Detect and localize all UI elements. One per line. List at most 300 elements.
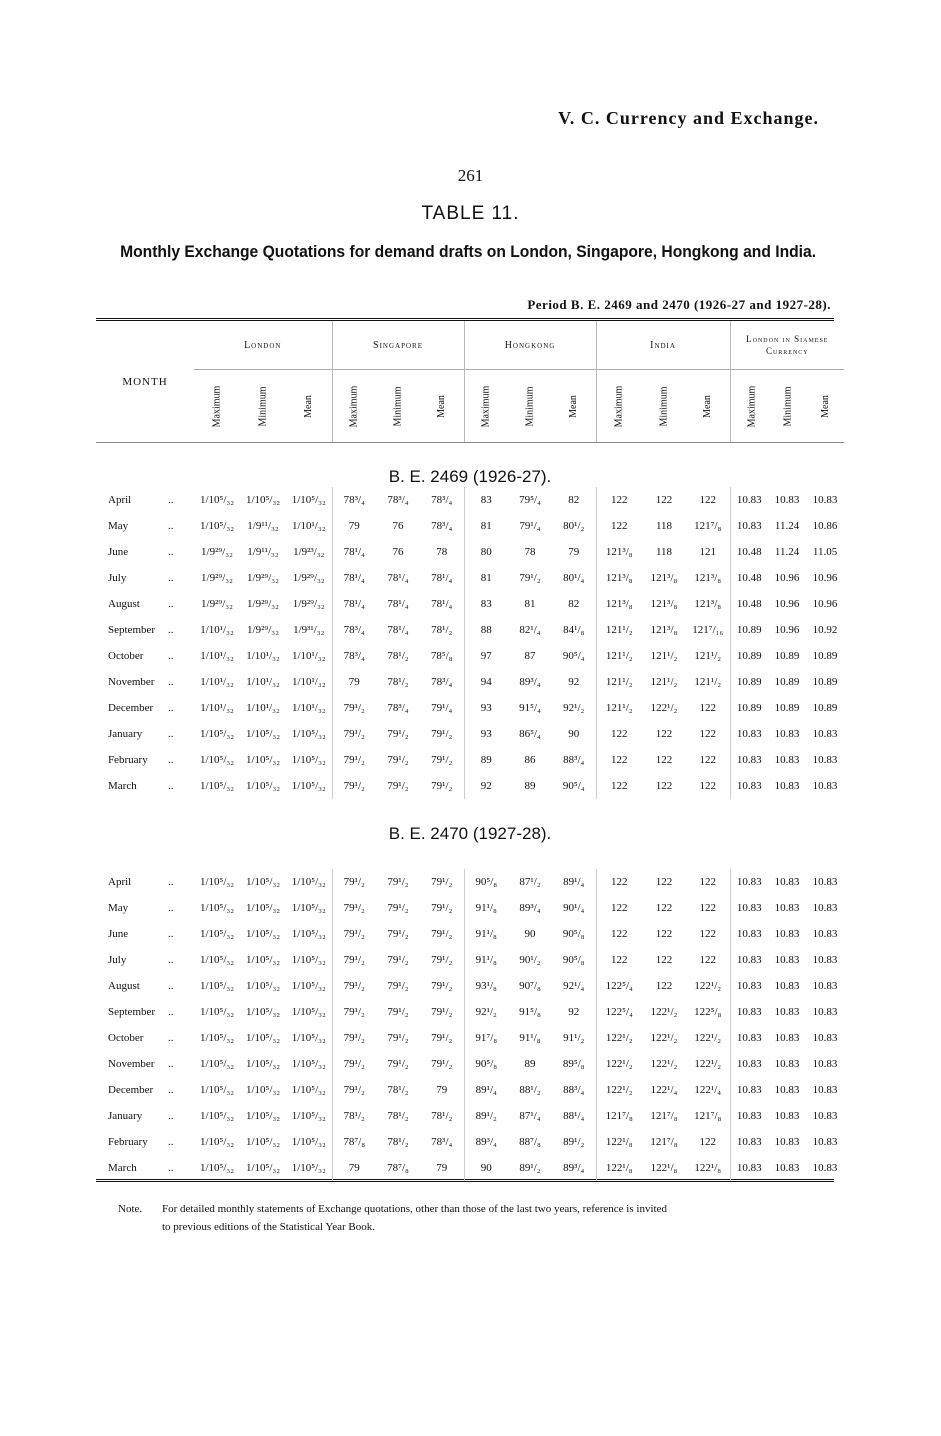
- value-cell: 78³/₄: [431, 1136, 453, 1148]
- value-cell: 122: [699, 494, 717, 506]
- value-cell: 122: [655, 954, 673, 966]
- value-cell: 79¹/₂: [332, 1077, 376, 1103]
- value-cell: 78³/₄: [431, 676, 453, 688]
- value-cell: 122: [596, 895, 642, 921]
- month-cell: June: [108, 546, 129, 558]
- sub-header-label: Mean: [702, 395, 714, 418]
- group-header-singapore: Singapore: [332, 321, 464, 370]
- value-cell: 10.89: [812, 650, 838, 662]
- value-cell: 1/10⁵/₃₂: [199, 1110, 235, 1122]
- value-cell: 122: [699, 780, 717, 792]
- value-cell: 1/10⁵/₃₂: [291, 1032, 326, 1044]
- value-cell: 122⁵/₄: [596, 973, 642, 999]
- value-cell: 78¹/₂: [387, 1136, 409, 1148]
- value-cell: 79⁵/₄: [519, 494, 541, 506]
- group-header-london-siamese: London in Siamese Currency: [730, 321, 844, 370]
- value-cell: 1/9²⁹/₃₂: [292, 598, 325, 610]
- sub-header-minimum: [768, 370, 806, 443]
- note-line-2: to previous editions of the Statistical Year Book.: [162, 1221, 375, 1233]
- leader-dots: ..: [168, 650, 174, 662]
- value-cell: 1/10⁵/₃₂: [245, 754, 281, 766]
- value-cell: 121¹/₂: [650, 676, 678, 688]
- value-cell: 79: [436, 1162, 448, 1174]
- value-cell: 1/10⁵/₃₂: [291, 876, 326, 888]
- value-cell: 10.83: [812, 1136, 838, 1148]
- table-body: [96, 443, 844, 1182]
- value-cell: 79¹/₂: [387, 780, 409, 792]
- sub-header-maximum: [464, 370, 508, 443]
- value-cell: 89: [524, 1058, 536, 1070]
- leader-dots: ..: [168, 1110, 174, 1122]
- month-cell: November: [108, 676, 155, 688]
- leader-dots: ..: [168, 728, 174, 740]
- value-cell: 10.83: [730, 895, 768, 921]
- value-cell: 79¹/₂: [387, 954, 409, 966]
- value-cell: 89: [524, 780, 536, 792]
- leader-dots: ..: [168, 928, 174, 940]
- month-cell: February: [108, 754, 148, 766]
- sub-header-minimum: [376, 370, 420, 443]
- table-row: [96, 1129, 844, 1155]
- value-cell: 121⁷/₈: [596, 1103, 642, 1129]
- value-cell: 79: [332, 669, 376, 695]
- value-cell: 122: [699, 1136, 717, 1148]
- value-cell: 10.96: [774, 624, 800, 636]
- value-cell: 91⁵/₈: [519, 1006, 541, 1018]
- month-cell: May: [108, 520, 129, 532]
- value-cell: 78¹/₂: [332, 1103, 376, 1129]
- value-cell: 122: [655, 928, 673, 940]
- value-cell: 79¹/₂: [431, 1058, 453, 1070]
- value-cell: 80: [464, 539, 508, 565]
- value-cell: 10.83: [730, 1025, 768, 1051]
- value-cell: 79¹/₂: [332, 721, 376, 747]
- value-cell: 10.48: [730, 565, 768, 591]
- value-cell: 1/10⁵/₃₂: [291, 1110, 326, 1122]
- value-cell: 97: [464, 643, 508, 669]
- value-cell: 79¹/₂: [387, 1032, 409, 1044]
- group-header-london: London: [244, 339, 282, 351]
- table-row: [96, 721, 844, 747]
- month-cell: October: [108, 1032, 144, 1044]
- value-cell: 93¹/₈: [464, 973, 508, 999]
- value-cell: 78¹/₄: [387, 572, 409, 584]
- value-cell: 87¹/₂: [519, 876, 541, 888]
- value-cell: 93: [464, 695, 508, 721]
- value-cell: 86: [524, 754, 536, 766]
- value-cell: 10.86: [812, 520, 838, 532]
- table-row: [96, 773, 844, 799]
- leader-dots: ..: [168, 780, 174, 792]
- value-cell: 79¹/₂: [332, 921, 376, 947]
- value-cell: 78¹/₂: [387, 1084, 409, 1096]
- value-cell: 78³/₄: [332, 617, 376, 643]
- value-cell: 10.83: [730, 773, 768, 799]
- value-cell: 1/10⁵/₃₂: [199, 494, 235, 506]
- value-cell: 122: [699, 928, 717, 940]
- value-cell: 121⁷/₈: [650, 1110, 678, 1122]
- sub-header-minimum: [642, 370, 686, 443]
- sub-header-label: Maximum: [480, 385, 492, 428]
- value-cell: 90⁷/₈: [519, 980, 541, 992]
- value-cell: 10.83: [730, 973, 768, 999]
- leader-dots: ..: [168, 1032, 174, 1044]
- value-cell: 82¹/₄: [519, 624, 541, 636]
- leader-dots: ..: [168, 876, 174, 888]
- value-cell: 79¹/₂: [431, 728, 453, 740]
- value-cell: 83: [464, 591, 508, 617]
- value-cell: 1/10⁵/₃₂: [199, 1136, 235, 1148]
- value-cell: 79¹/₂: [387, 1058, 409, 1070]
- value-cell: 121¹/₂: [596, 617, 642, 643]
- value-cell: 1/9¹¹/₃₂: [247, 546, 279, 558]
- value-cell: 122¹/₈: [650, 1162, 678, 1174]
- value-cell: 1/10⁵/₃₂: [245, 928, 281, 940]
- value-cell: 1/10⁵/₃₂: [245, 980, 281, 992]
- value-cell: 79¹/₂: [431, 954, 453, 966]
- value-cell: 79¹/₂: [332, 895, 376, 921]
- table-row: [96, 695, 844, 721]
- table-row: [96, 565, 844, 591]
- value-cell: 79: [436, 1084, 448, 1096]
- sub-header-label: Minimum: [392, 386, 404, 427]
- value-cell: 78: [524, 546, 536, 558]
- value-cell: 121³/₈: [596, 565, 642, 591]
- table-row: [96, 513, 844, 539]
- month-cell: March: [108, 1162, 137, 1174]
- table-row: [96, 669, 844, 695]
- value-cell: 10.83: [730, 1077, 768, 1103]
- value-cell: 92: [568, 676, 580, 688]
- section-heading: V. C. Currency and Exchange.: [558, 108, 819, 128]
- value-cell: 1/10⁵/₃₂: [199, 980, 235, 992]
- value-cell: 10.83: [812, 1058, 838, 1070]
- value-cell: 1/10⁵/₃₂: [199, 1006, 235, 1018]
- sub-header-mean: [552, 370, 596, 443]
- value-cell: 78: [436, 546, 448, 558]
- table-row: [96, 1103, 844, 1129]
- value-cell: 122: [596, 513, 642, 539]
- value-cell: 11.24: [774, 520, 800, 532]
- value-cell: 10.89: [812, 702, 838, 714]
- leader-dots: ..: [168, 1084, 174, 1096]
- table-row: [96, 947, 844, 973]
- value-cell: 1/10¹/₃₂: [246, 702, 280, 714]
- value-cell: 10.83: [730, 947, 768, 973]
- value-cell: 79¹/₂: [332, 973, 376, 999]
- value-cell: 92¹/₂: [464, 999, 508, 1025]
- value-cell: 10.83: [730, 747, 768, 773]
- value-cell: 79¹/₂: [431, 780, 453, 792]
- value-cell: 10.89: [730, 695, 768, 721]
- month-cell: April: [108, 494, 132, 506]
- value-cell: 81: [524, 598, 536, 610]
- sub-header-mean: [420, 370, 464, 443]
- month-cell: March: [108, 780, 137, 792]
- sub-header-label: Minimum: [524, 386, 536, 427]
- value-cell: 10.83: [774, 494, 800, 506]
- group-header-hongkong: Hongkong: [464, 321, 596, 370]
- value-cell: 90: [524, 928, 536, 940]
- value-cell: 122: [699, 754, 717, 766]
- value-cell: 94: [464, 669, 508, 695]
- value-cell: 122: [596, 869, 642, 895]
- value-cell: 121⁷/₈: [650, 1136, 678, 1148]
- value-cell: 78¹/₄: [332, 591, 376, 617]
- sub-header-label: Mean: [568, 395, 580, 418]
- value-cell: 122¹/₂: [650, 702, 678, 714]
- value-cell: 81: [464, 513, 508, 539]
- value-cell: 10.83: [812, 754, 838, 766]
- value-cell: 1/10⁵/₃₂: [291, 928, 326, 940]
- value-cell: 10.83: [774, 980, 800, 992]
- value-cell: 82: [568, 598, 580, 610]
- value-cell: 122: [596, 747, 642, 773]
- exchange-table: [96, 321, 844, 1181]
- value-cell: 79¹/₄: [431, 702, 453, 714]
- value-cell: 91⁵/₄: [519, 702, 541, 714]
- value-cell: 122: [699, 702, 717, 714]
- value-cell: 10.48: [730, 591, 768, 617]
- value-cell: 122¹/₂: [694, 1058, 722, 1070]
- value-cell: 10.83: [730, 721, 768, 747]
- value-cell: 90⁵/₄: [562, 650, 585, 662]
- value-cell: 121¹/₂: [596, 669, 642, 695]
- value-cell: 121³/₈: [596, 539, 642, 565]
- month-cell: January: [108, 728, 143, 740]
- value-cell: 1/10¹/₃₂: [246, 676, 280, 688]
- table-row: [96, 643, 844, 669]
- value-cell: 121⁷/₈: [694, 1110, 722, 1122]
- value-cell: 1/10⁵/₃₂: [199, 928, 235, 940]
- value-cell: 1/10⁵/₃₂: [245, 876, 281, 888]
- leader-dots: ..: [168, 520, 174, 532]
- value-cell: 76: [392, 520, 404, 532]
- value-cell: 79: [332, 1155, 376, 1181]
- value-cell: 1/10⁵/₃₂: [245, 728, 281, 740]
- value-cell: 1/10⁵/₃₂: [199, 1084, 235, 1096]
- period-heading-row: [96, 799, 844, 869]
- value-cell: 1/10¹/₃₂: [200, 624, 234, 636]
- value-cell: 10.83: [812, 954, 838, 966]
- value-cell: 10.83: [774, 1084, 800, 1096]
- value-cell: 78³/₄: [431, 520, 453, 532]
- sub-header-mean: [286, 370, 332, 443]
- value-cell: 118: [655, 520, 673, 532]
- value-cell: 1/9²⁹/₃₂: [247, 598, 279, 610]
- value-cell: 78⁷/₈: [387, 1162, 409, 1174]
- value-cell: 122: [655, 980, 673, 992]
- value-cell: 122: [596, 721, 642, 747]
- value-cell: 10.83: [812, 928, 838, 940]
- value-cell: 1/10⁵/₃₂: [245, 1006, 281, 1018]
- value-cell: 79¹/₂: [387, 728, 409, 740]
- value-cell: 89³/₄: [519, 902, 541, 914]
- value-cell: 81: [464, 565, 508, 591]
- month-cell: July: [108, 954, 127, 966]
- value-cell: 78¹/₄: [387, 624, 409, 636]
- value-cell: 78¹/₂: [431, 1110, 453, 1122]
- sub-header-label: Minimum: [658, 386, 670, 427]
- table-row: [96, 973, 844, 999]
- value-cell: 10.96: [812, 572, 838, 584]
- value-cell: 79¹/₂: [431, 928, 453, 940]
- value-cell: 10.83: [774, 928, 800, 940]
- value-cell: 79¹/₂: [387, 902, 409, 914]
- table-row: [96, 1025, 844, 1051]
- month-cell: November: [108, 1058, 155, 1070]
- value-cell: 91¹/₂: [563, 1032, 585, 1044]
- value-cell: 88¹/₄: [563, 1110, 585, 1122]
- value-cell: 1/10¹/₃₂: [246, 650, 280, 662]
- value-cell: 79¹/₂: [332, 1051, 376, 1077]
- value-cell: 90¹/₂: [519, 954, 541, 966]
- value-cell: 1/9³¹/₃₂: [293, 624, 325, 636]
- value-cell: 122¹/₂: [650, 1032, 678, 1044]
- table-row: [96, 591, 844, 617]
- value-cell: 79¹/₂: [431, 754, 453, 766]
- value-cell: 1/10⁵/₃₂: [199, 780, 235, 792]
- value-cell: 10.48: [730, 539, 768, 565]
- value-cell: 10.83: [730, 513, 768, 539]
- value-cell: 78⁷/₈: [332, 1129, 376, 1155]
- value-cell: 122⁵/₈: [694, 1006, 722, 1018]
- value-cell: 82: [568, 494, 580, 506]
- value-cell: 79¹/₂: [387, 928, 409, 940]
- leader-dots: ..: [168, 572, 174, 584]
- value-cell: 80¹/₄: [563, 572, 585, 584]
- leader-dots: ..: [168, 598, 174, 610]
- value-cell: 91¹/₈: [464, 895, 508, 921]
- value-cell: 79¹/₂: [332, 747, 376, 773]
- value-cell: 121¹/₂: [650, 650, 678, 662]
- value-cell: 89¹/₄: [563, 876, 585, 888]
- value-cell: 1/9²⁹/₃₂: [201, 546, 233, 558]
- value-cell: 10.83: [812, 494, 838, 506]
- value-cell: 1/9²⁹/₃₂: [201, 598, 233, 610]
- value-cell: 1/9²⁹/₃₂: [292, 572, 325, 584]
- value-cell: 121¹/₂: [596, 695, 642, 721]
- value-cell: 122: [699, 728, 717, 740]
- value-cell: 122¹/₂: [596, 1025, 642, 1051]
- value-cell: 122: [596, 921, 642, 947]
- value-cell: 79¹/₂: [387, 1006, 409, 1018]
- value-cell: 90⁵/₄: [562, 780, 585, 792]
- value-cell: 79¹/₂: [387, 876, 409, 888]
- value-cell: 121: [699, 546, 717, 558]
- value-cell: 79¹/₂: [332, 773, 376, 799]
- value-cell: 90⁵/₈: [464, 869, 508, 895]
- value-cell: 10.83: [730, 999, 768, 1025]
- value-cell: 122¹/₂: [650, 1058, 678, 1070]
- value-cell: 1/10⁵/₃₂: [245, 494, 281, 506]
- value-cell: 122¹/₂: [596, 1051, 642, 1077]
- value-cell: 10.83: [774, 780, 800, 792]
- value-cell: 1/9²⁹/₃₂: [247, 572, 279, 584]
- value-cell: 11.24: [774, 546, 800, 558]
- leader-dots: ..: [168, 754, 174, 766]
- value-cell: 79¹/₂: [332, 695, 376, 721]
- value-cell: 1/10⁵/₃₂: [245, 1032, 281, 1044]
- value-cell: 87: [524, 650, 536, 662]
- value-cell: 10.83: [774, 728, 800, 740]
- value-cell: 90⁵/₈: [562, 928, 585, 940]
- value-cell: 79¹/₂: [519, 572, 541, 584]
- value-cell: 78¹/₄: [332, 539, 376, 565]
- value-cell: 1/10⁵/₃₂: [245, 1110, 281, 1122]
- value-cell: 88³/₄: [563, 754, 585, 766]
- value-cell: 89¹/₂: [519, 1162, 541, 1174]
- value-cell: 1/9¹¹/₃₂: [247, 520, 279, 532]
- footnote: [118, 1200, 838, 1236]
- value-cell: 1/10⁵/₃₂: [291, 1162, 326, 1174]
- value-cell: 88³/₄: [563, 1084, 585, 1096]
- sub-header-mean: [686, 370, 730, 443]
- value-cell: 78¹/₄: [431, 572, 453, 584]
- value-cell: 1/10⁵/₃₂: [245, 1084, 281, 1096]
- value-cell: 1/10⁵/₃₂: [199, 954, 235, 966]
- value-cell: 10.83: [812, 780, 838, 792]
- table-row: [96, 747, 844, 773]
- value-cell: 78¹/₂: [387, 650, 409, 662]
- value-cell: 10.89: [774, 650, 800, 662]
- value-cell: 86⁵/₄: [519, 728, 541, 740]
- value-cell: 1/9²³/₃₂: [293, 546, 325, 558]
- value-cell: 78³/₄: [431, 494, 453, 506]
- value-cell: 78³/₄: [387, 702, 409, 714]
- value-cell: 121¹/₂: [694, 650, 722, 662]
- sub-header-label: Minimum: [257, 386, 269, 427]
- month-cell: September: [108, 624, 156, 636]
- month-cell: May: [108, 902, 129, 914]
- table-row: [96, 921, 844, 947]
- table-row: [96, 487, 844, 513]
- value-cell: 89⁵/₈: [562, 1058, 585, 1070]
- value-cell: 122: [596, 947, 642, 973]
- value-cell: 122: [699, 902, 717, 914]
- month-column-header: MONTH: [96, 321, 194, 443]
- value-cell: 122¹/₈: [596, 1129, 642, 1155]
- value-cell: 1/10¹/₃₂: [291, 520, 326, 532]
- value-cell: 10.83: [774, 1110, 800, 1122]
- month-cell: October: [108, 650, 144, 662]
- value-cell: 10.83: [812, 876, 838, 888]
- value-cell: 78³/₄: [332, 487, 376, 513]
- sub-header-label: Maximum: [211, 385, 223, 428]
- value-cell: 92: [464, 773, 508, 799]
- sub-header-label: Minimum: [782, 386, 794, 427]
- value-cell: 80¹/₂: [563, 520, 585, 532]
- value-cell: 10.83: [730, 1129, 768, 1155]
- sub-header-maximum: [332, 370, 376, 443]
- value-cell: 1/10¹/₃₂: [200, 702, 234, 714]
- value-cell: 10.83: [730, 1051, 768, 1077]
- leader-dots: ..: [168, 702, 174, 714]
- value-cell: 122: [655, 754, 673, 766]
- value-cell: 1/10⁵/₃₂: [291, 494, 326, 506]
- value-cell: 10.89: [730, 669, 768, 695]
- value-cell: 1/10⁵/₃₂: [291, 728, 326, 740]
- table-title: Monthly Exchange Quotations for demand drafts on London, Singapore, Hongkong and India.: [120, 242, 817, 261]
- value-cell: 122¹/₈: [694, 1162, 722, 1174]
- sub-header-minimum: [240, 370, 286, 443]
- month-cell: January: [108, 1110, 143, 1122]
- value-cell: 122: [655, 902, 673, 914]
- value-cell: 10.83: [730, 869, 768, 895]
- value-cell: 121¹/₂: [596, 643, 642, 669]
- value-cell: 90: [568, 728, 580, 740]
- month-cell: April: [108, 876, 132, 888]
